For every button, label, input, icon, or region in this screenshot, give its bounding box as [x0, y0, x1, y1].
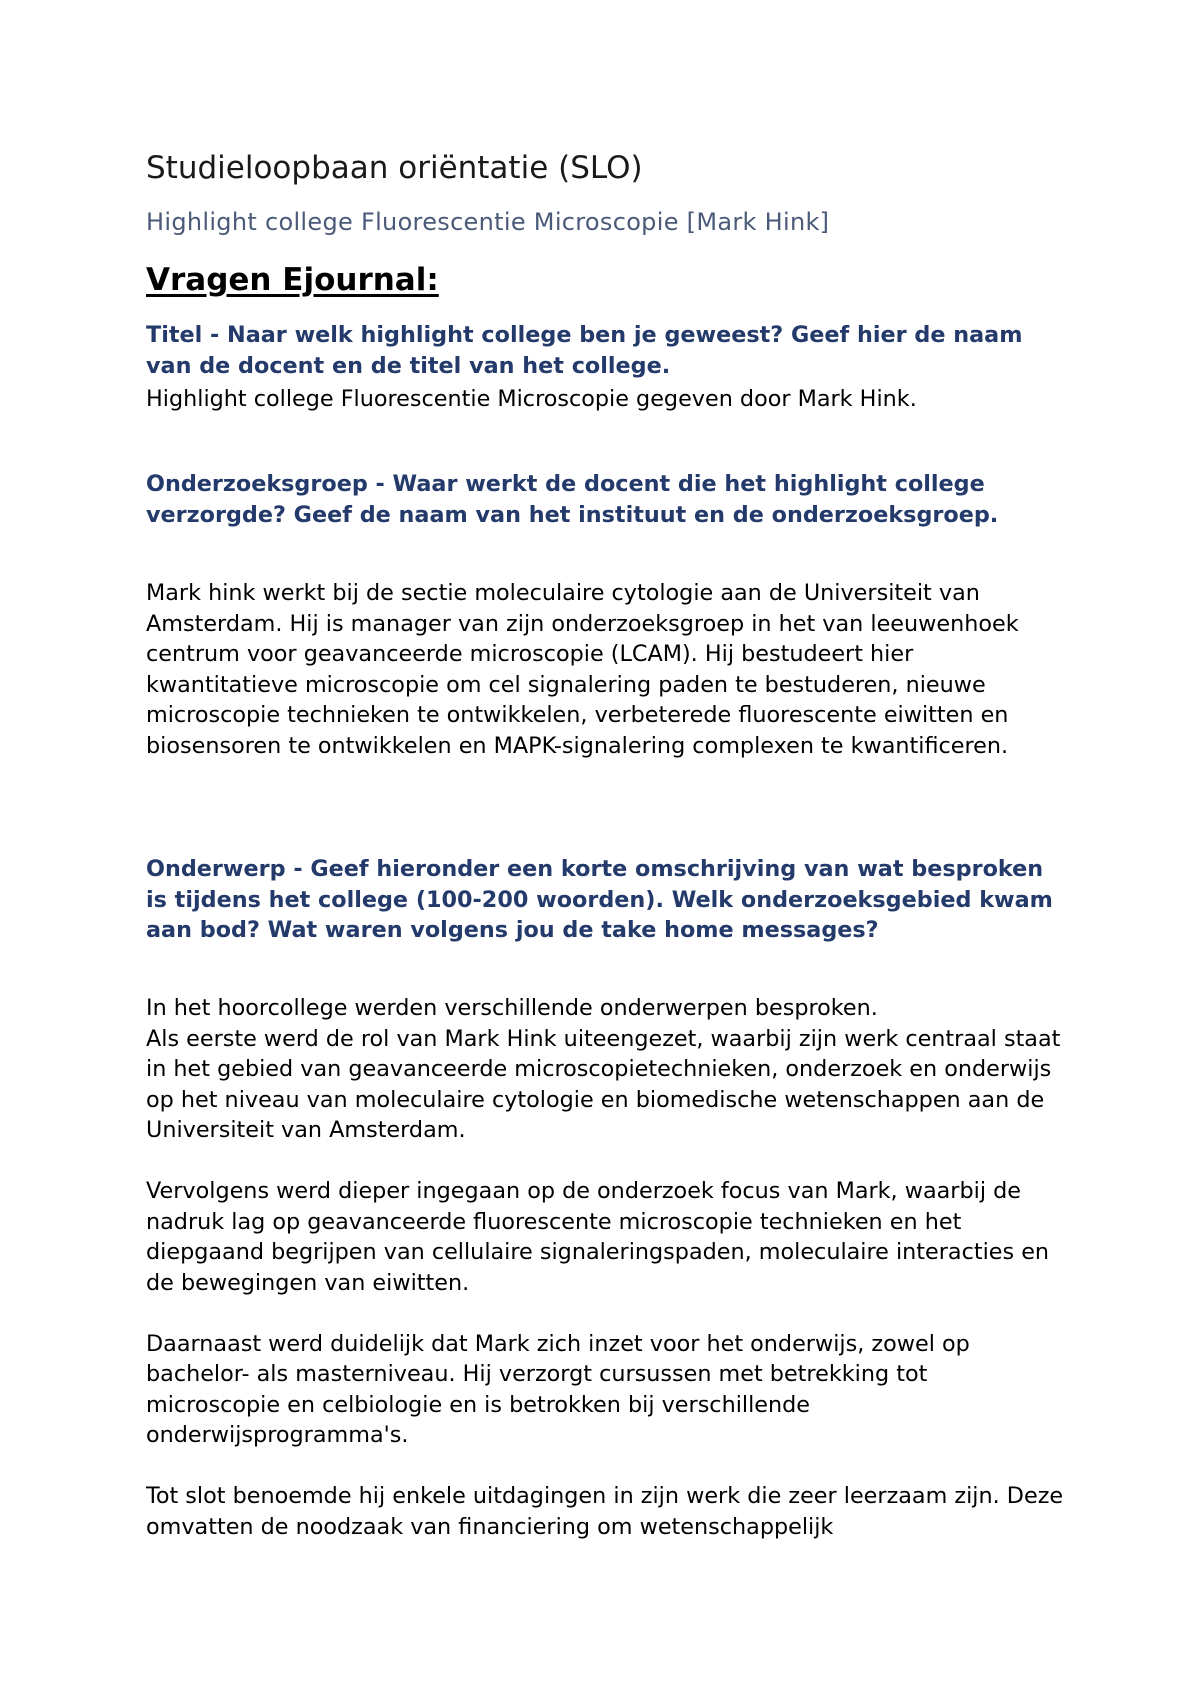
- question-titel: Titel - Naar welk highlight college ben je geweest? Geef hier de naam van de docent en de titel van het college.: [146, 322, 1023, 379]
- answer-onderzoeksgroep: [146, 578, 1066, 761]
- answer-paragraph: Highlight college Fluorescentie Microscopie gegeven door Mark Hink.: [146, 386, 917, 412]
- paragraph-spacer: [146, 1451, 1066, 1482]
- answer-paragraph: In het hoorcollege werden verschillende onderwerpen besproken.: [146, 995, 878, 1021]
- question-onderwerp: Onderwerp - Geef hieronder een korte omschrijving van wat besproken is tijdens het college (100-200 woorden). Welk onderzoeksgebied kwam aan bod? Wat waren volgens jou de take home messages?: [146, 856, 1053, 943]
- answer-onderwerp: [146, 993, 1066, 1542]
- section-heading: Vragen Ejournal:: [146, 262, 439, 298]
- answer-paragraph: Tot slot benoemde hij enkele uitdagingen in zijn werk die zeer leerzaam zijn. Deze omvatten de noodzaak van financiering om wetenschappelijk: [146, 1483, 1064, 1540]
- document-title: Studieloopbaan oriëntatie (SLO): [146, 150, 643, 186]
- document-subtitle: Highlight college Fluorescentie Microscopie [Mark Hink]: [146, 208, 830, 236]
- answer-titel: [146, 384, 1066, 415]
- answer-paragraph: Daarnaast werd duidelijk dat Mark zich inzet voor het onderwijs, zowel op bachelor- als masterniveau. Hij verzorgt cursussen met betrekking tot microscopie en celbiologie en is betrokken bij verschillende onderwijsprogramma's.: [146, 1330, 970, 1448]
- paragraph-spacer: [146, 1298, 1066, 1329]
- question-onderzoeksgroep: Onderzoeksgroep - Waar werkt de docent die het highlight college verzorgde? Geef de naam van het instituut en de onderzoeksgroep.: [146, 471, 999, 528]
- answer-paragraph: Vervolgens werd dieper ingegaan op de onderzoek focus van Mark, waarbij de nadruk lag op geavanceerde fluorescente microscopie technieken en het diepgaand begrijpen van cellulaire signaleringspaden, moleculaire interacties en de bewegingen van eiwitten.: [146, 1178, 1050, 1296]
- answer-paragraph: Als eerste werd de rol van Mark Hink uiteengezet, waarbij zijn werk centraal staat in het gebied van geavanceerde microscopietechnieken, onderzoek en onderwijs op het niveau van moleculaire cytologie en biomedische wetenschappen aan de Universiteit van Amsterdam.: [146, 1025, 1061, 1143]
- answer-paragraph: Mark hink werkt bij de sectie moleculaire cytologie aan de Universiteit van Amsterdam. Hij is manager van zijn onderzoeksgroep in het van leeuwenhoek centrum voor geavanceerde microscopie (LCAM). Hij bestudeert hier kwantitatieve microscopie om cel signalering paden te bestuderen, nieuwe microscopie technieken te ontwikkelen, verbeterede fluorescente eiwitten en biosensoren te ontwikkelen en MAPK-signalering complexen te kwantificeren.: [146, 580, 1019, 759]
- paragraph-spacer: [146, 1146, 1066, 1177]
